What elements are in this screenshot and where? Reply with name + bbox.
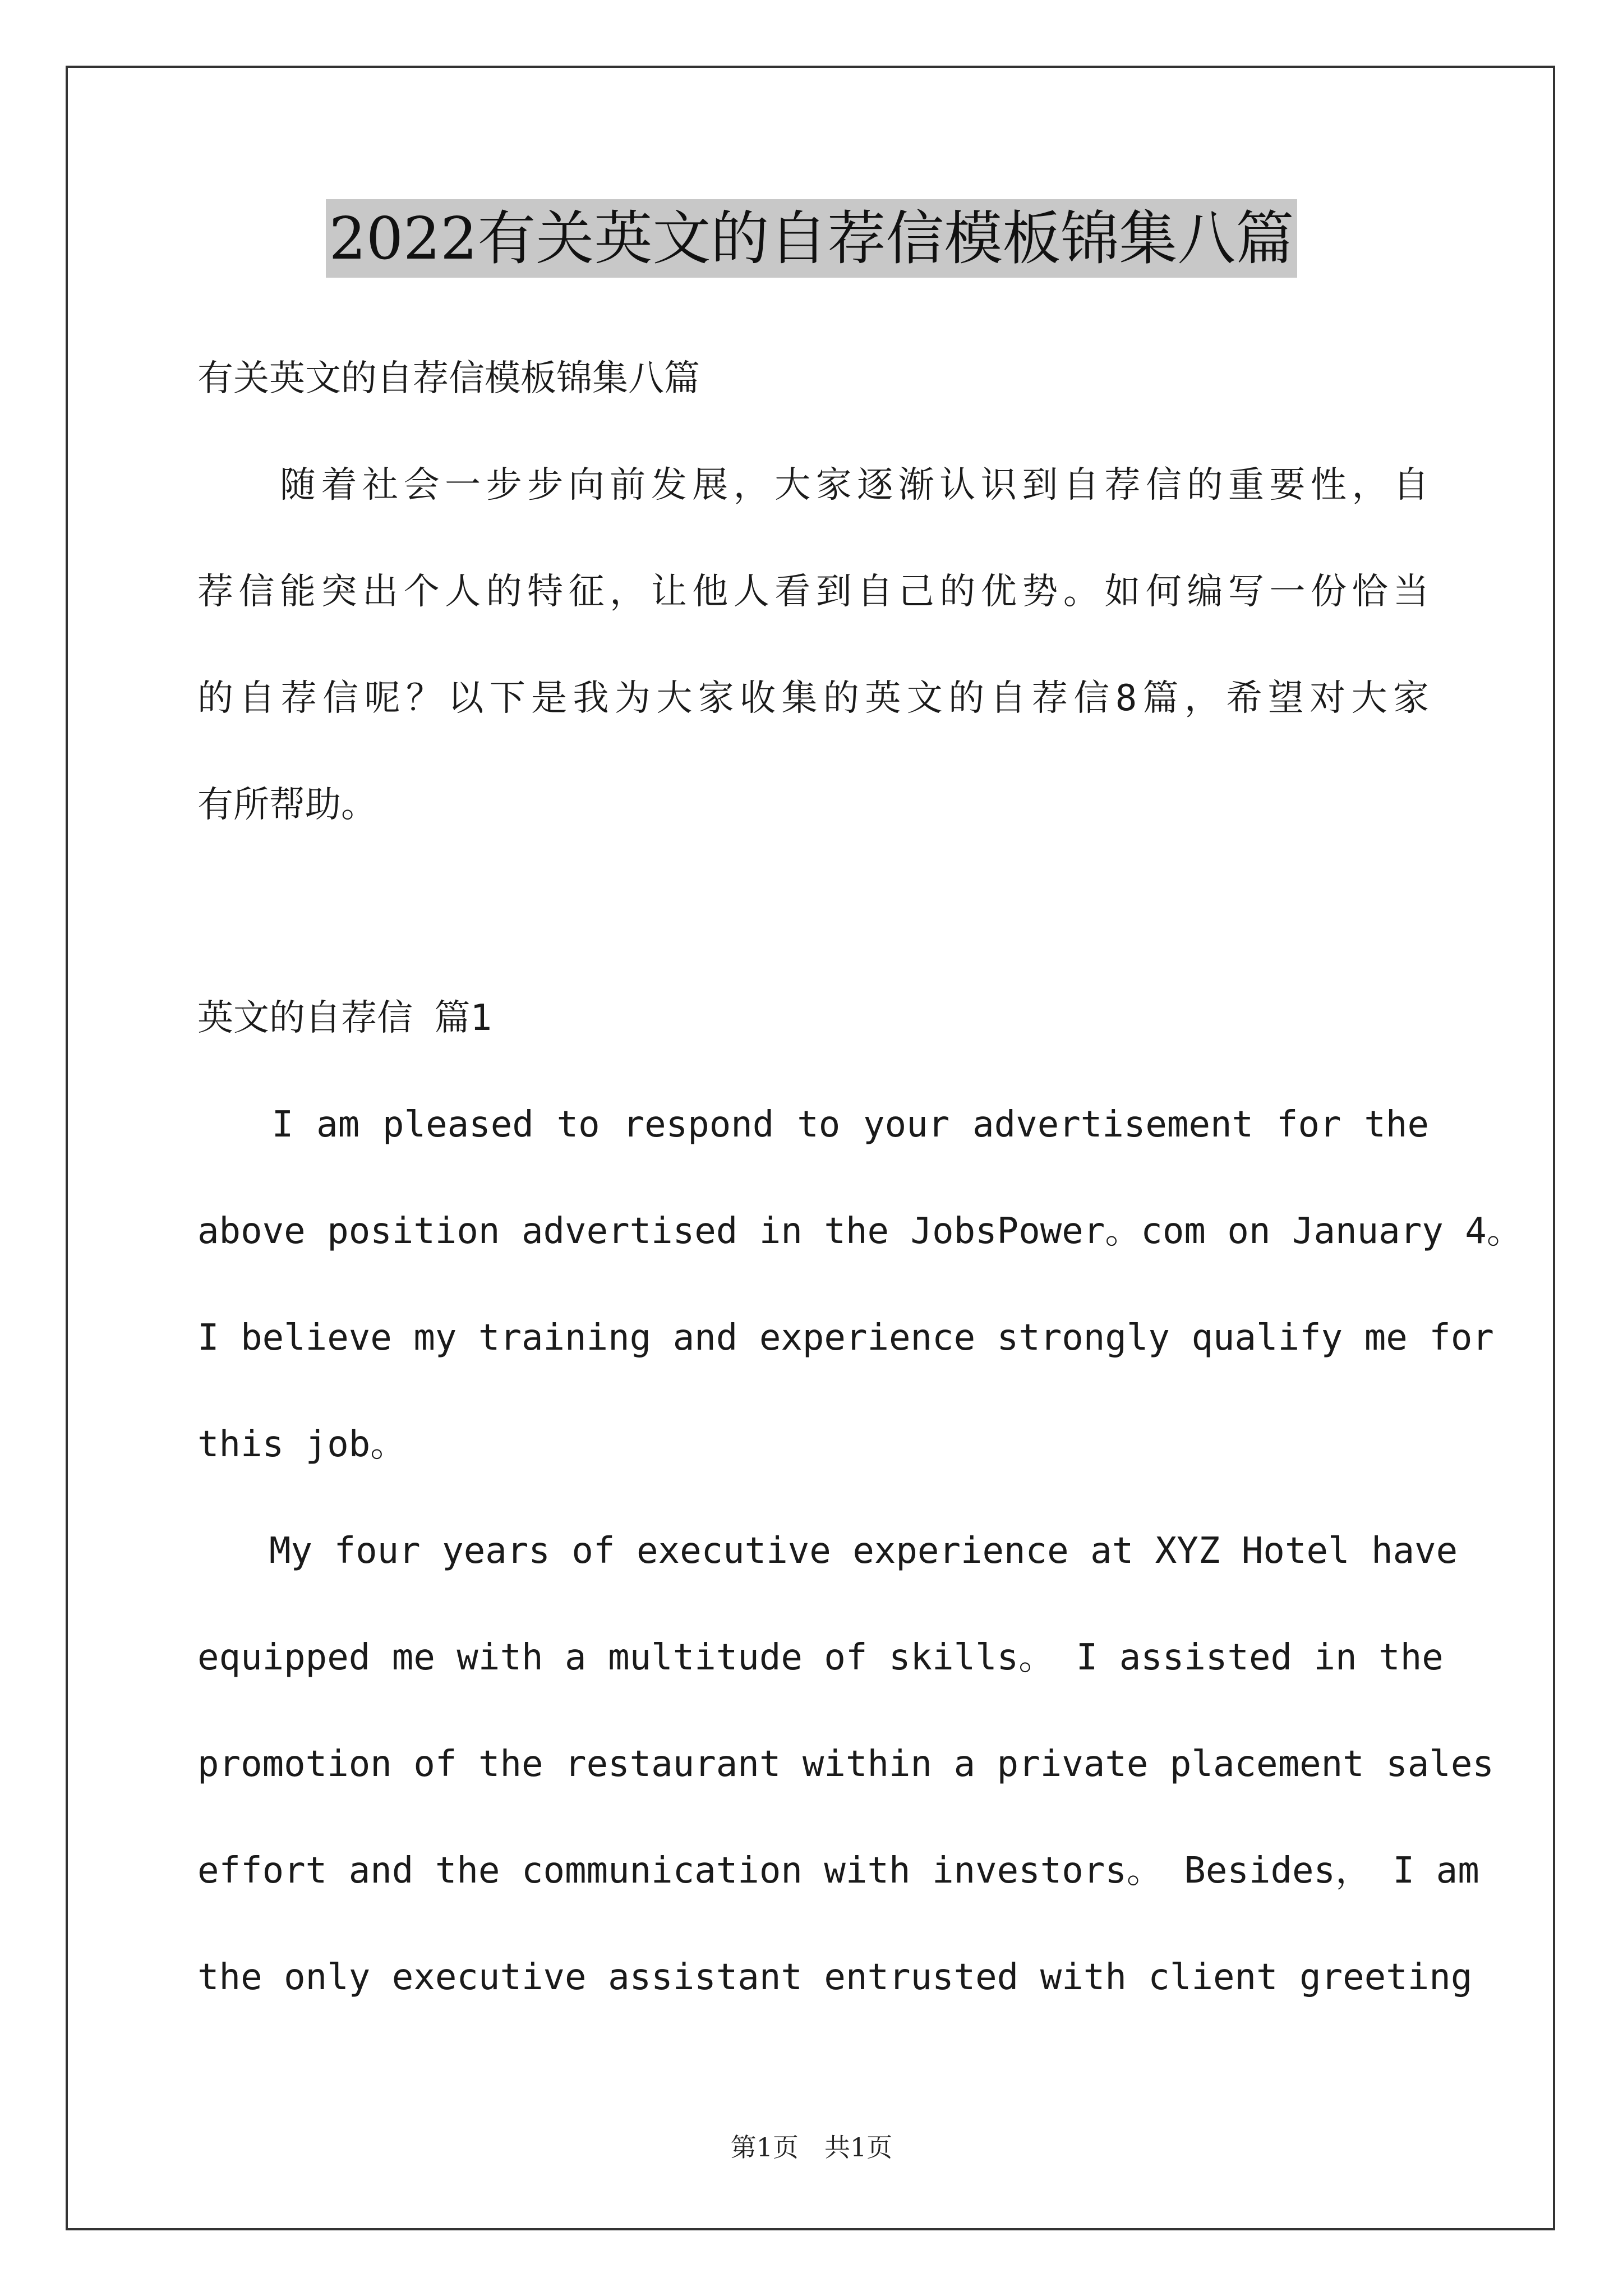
- intro-line: 随着社会一步步向前发展，大家逐渐认识到自荐信的重要性，自: [197, 464, 1429, 506]
- document-subtitle: 有关英文的自荐信模板锦集八篇: [197, 358, 700, 399]
- paragraph-line: equipped me with a multitude of skills。 I assisted in the: [197, 1637, 1444, 1678]
- paragraph-line: My four years of executive experience at XYZ Hotel have: [197, 1530, 1458, 1572]
- paragraph-line: I believe my training and experience strongly qualify me for: [197, 1317, 1494, 1359]
- spacer: [197, 858, 1429, 965]
- paragraph-line: I am pleased to respond to your advertisement for the: [197, 1104, 1429, 1145]
- intro-paragraph: [197, 432, 1429, 858]
- paragraph-line: effort and the communication with investors。 Besides， I am: [197, 1850, 1479, 1892]
- paragraph-2: [197, 1498, 1494, 2031]
- paragraph-line: above position advertised in the JobsPower。com on January 4。: [197, 1211, 1523, 1252]
- section-heading: 英文的自荐信 篇1: [197, 997, 492, 1039]
- page-footer: 第1页 共1页: [730, 2132, 893, 2162]
- document-body: [197, 325, 1523, 2031]
- title-container: [0, 199, 1623, 278]
- intro-line: 荐信能突出个人的特征，让他人看到自己的优势。如何编写一份恰当: [197, 571, 1429, 613]
- paragraph-line: promotion of the restaurant within a private placement sales: [197, 1743, 1494, 1785]
- document-title: 2022有关英文的自荐信模板锦集八篇: [326, 199, 1298, 278]
- intro-line: 的自荐信呢？以下是我为大家收集的英文的自荐信8篇，希望对大家: [197, 678, 1429, 719]
- paragraph-1: [197, 1071, 1523, 1498]
- intro-line: 有所帮助。: [197, 784, 377, 826]
- paragraph-line: this job。: [197, 1424, 407, 1465]
- paragraph-line: the only executive assistant entrusted with client greeting: [197, 1957, 1473, 1998]
